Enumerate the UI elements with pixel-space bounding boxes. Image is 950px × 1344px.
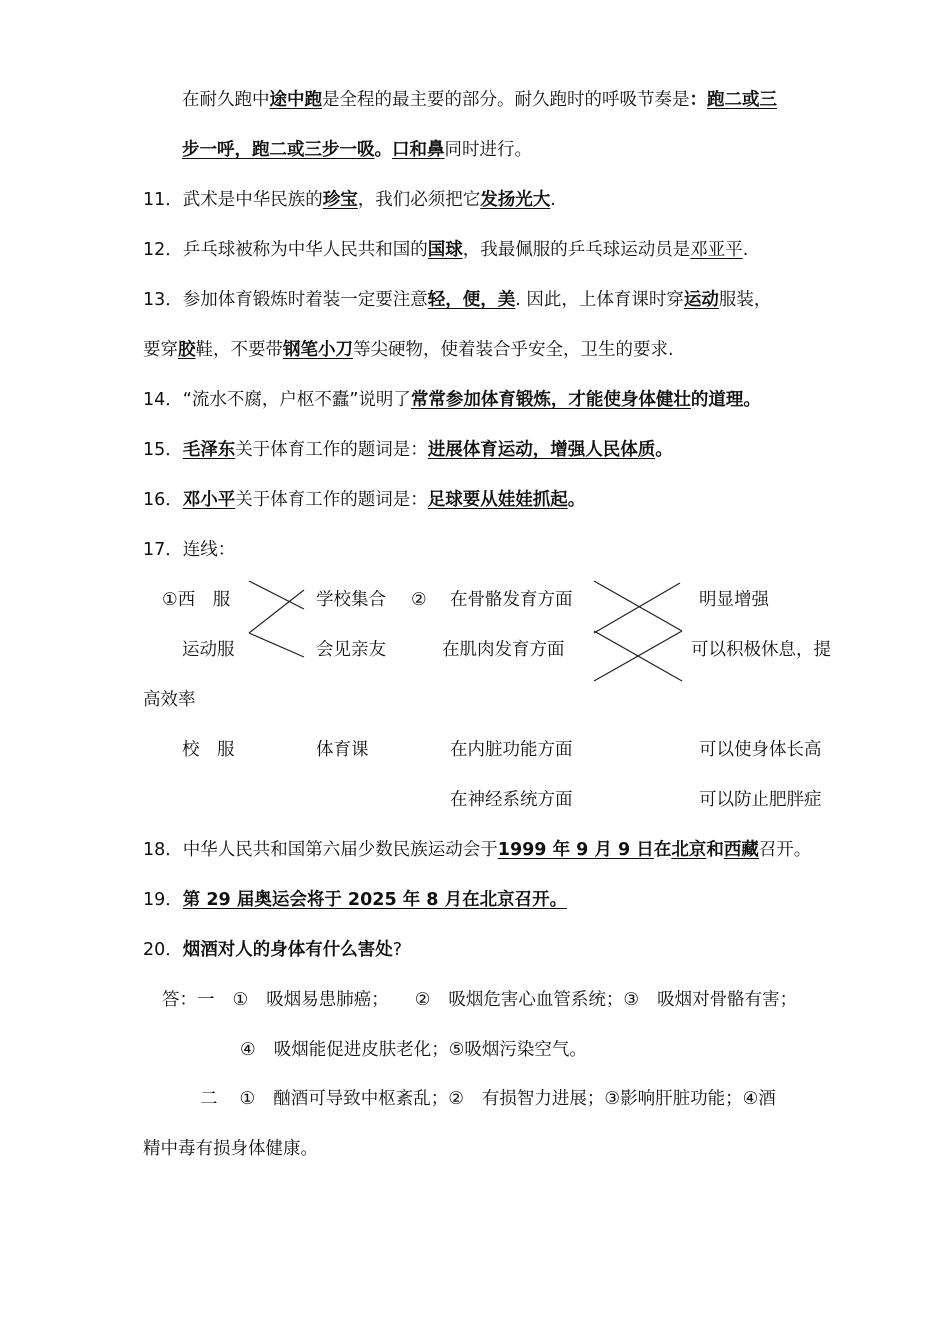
answer-blank: 跑二或三	[707, 90, 777, 110]
answer-blank: 步一呼，跑二或三步一吸	[182, 140, 375, 160]
text: 在耐久跑中	[182, 90, 270, 110]
answer-blank: 胶	[178, 340, 196, 360]
answer-blank: 常常参加体育锻炼，才能使身体健壮	[410, 390, 691, 410]
match-left-item: 校 服	[182, 740, 235, 760]
text: 参加体育锻炼时着装一定要注意	[182, 290, 428, 310]
answer-blank: 进展体育运动，增强人民体质	[427, 440, 656, 460]
match-middle-item: 体育课	[316, 740, 369, 760]
match-aspect-item: 在神经系统方面	[450, 790, 573, 810]
text: 。	[567, 490, 586, 510]
answer-label: 二	[200, 1089, 218, 1109]
text: ，我们必须把它	[357, 190, 481, 210]
answer-line-3	[200, 1087, 776, 1111]
list-marker: ①	[239, 1089, 256, 1109]
answer-blank: 邓亚平	[690, 240, 743, 260]
answer-blank: 第 29 届奥运会将于 2025 年 8 月在北京召开。	[182, 890, 568, 910]
match-effect-item: 可以积极休息，提	[691, 640, 831, 660]
question-number: 16．	[143, 490, 183, 510]
answer-blank: 邓小平	[182, 490, 236, 510]
match-line	[249, 590, 304, 633]
question-number: 15．	[143, 440, 183, 460]
match-line	[594, 581, 682, 631]
answer-blank: 国球	[427, 240, 463, 260]
question-number: 13．	[143, 290, 183, 310]
text: 关于体育工作的题词是：	[235, 440, 428, 460]
match-aspect-item: 在肌肉发育方面	[442, 640, 565, 660]
answer-blank: 运动	[683, 290, 719, 310]
answer-blank: 1999 年 9 月 9 日	[497, 840, 654, 860]
list-marker: ②	[414, 990, 431, 1010]
match-left-item: ①西 服	[162, 590, 231, 610]
text: 烟酒对人的身体有什么害处	[182, 940, 393, 960]
match-left-item: 运动服	[182, 640, 235, 660]
answer-blank: 珍宝	[322, 190, 358, 210]
text: 酗酒可导致中枢紊乱；②	[273, 1089, 464, 1109]
text: 。	[655, 440, 673, 460]
question-number: 14．	[143, 390, 183, 410]
text: “流水不腐，户枢不蠹”说明了	[182, 390, 411, 410]
text: 乒乓球被称为中华人民共和国的	[182, 240, 428, 260]
text: 中华人民共和国第六届少数民族运动会于	[182, 840, 498, 860]
text: 服装，	[718, 290, 772, 310]
match-effect-item: 明显增强	[699, 590, 769, 610]
text: 的道理。	[690, 390, 761, 410]
text: 吸烟易患肺癌；	[266, 990, 389, 1010]
match-aspect-item: 在内脏功能方面	[450, 740, 573, 760]
text: ?	[392, 940, 403, 960]
answer-line-1	[162, 988, 797, 1012]
question-number: 17．	[143, 540, 183, 560]
match-line	[249, 633, 304, 657]
answer-line-2	[240, 1038, 587, 1062]
answer-blank: 足球要从娃娃抓起	[427, 490, 568, 510]
answer-blank: 轻，便，美	[427, 290, 516, 310]
text: . 因此，上体育课时穿	[515, 290, 684, 310]
text: 关于体育工作的题词是：	[235, 490, 428, 510]
match-effect-wrap: 高效率	[143, 690, 196, 710]
match-effect-item: 可以使身体长高	[699, 740, 822, 760]
question-number: 20．	[143, 940, 183, 960]
text: .	[550, 190, 556, 210]
question-number: 18．	[143, 840, 183, 860]
text: 。	[374, 140, 392, 160]
text: ，我最佩服的乒乓球运动员是	[462, 240, 691, 260]
text: .	[742, 240, 749, 260]
answer-blank: 途中跑	[269, 90, 322, 110]
text: 连线：	[182, 540, 236, 560]
question-number: 11．	[143, 190, 183, 210]
text: 等尖硬物，使着装合乎安全，卫生的要求.	[353, 340, 674, 360]
match-group-marker: ②	[411, 590, 427, 610]
text: 是全程的最主要的部分。耐久跑时的呼吸节奏是	[322, 90, 690, 110]
list-marker: ④	[240, 1040, 256, 1060]
text: 同时进行。	[444, 140, 532, 160]
match-middle-item: 学校集合	[316, 590, 386, 610]
answer-blank: 毛泽东	[182, 440, 236, 460]
text: 吸烟能促进皮肤老化；⑤吸烟污染空气。	[273, 1040, 587, 1060]
text: 武术是中华民族的	[182, 190, 323, 210]
answer-label: 答：一	[162, 990, 215, 1010]
text: 有损智力进展；③影响肝脏功能；④酒	[481, 1089, 776, 1109]
match-line	[249, 581, 304, 609]
answer-blank: 口和鼻	[392, 140, 445, 160]
question-18	[143, 838, 811, 862]
answer-blank: 西藏	[723, 840, 759, 860]
text: 吸烟对骨骼有害；	[657, 990, 798, 1010]
text: 吸烟危害心血管系统；③	[448, 990, 640, 1010]
list-marker: ①	[232, 990, 249, 1010]
answer-blank: 发扬光大	[480, 190, 551, 210]
text: 召开。	[758, 840, 812, 860]
text: 在	[653, 840, 672, 860]
text: 鞋，不要带	[195, 340, 283, 360]
match-middle-item: 会见亲友	[316, 640, 386, 660]
question-number: 19．	[143, 890, 183, 910]
question-20	[143, 938, 402, 962]
question-19	[143, 888, 567, 912]
question-number: 12．	[143, 240, 183, 260]
match-aspect-item: 在骨骼发育方面	[450, 590, 573, 610]
answer-line-4: 精中毒有损身体健康。	[143, 1139, 318, 1159]
answer-blank: 北京	[671, 840, 707, 860]
match-effect-item: 可以防止肥胖症	[699, 790, 822, 810]
answer-blank: 钢笔小刀	[283, 340, 353, 360]
text: 要穿	[143, 340, 178, 360]
match-line	[594, 583, 680, 633]
text: 和	[706, 840, 724, 860]
text: ：	[689, 90, 707, 110]
